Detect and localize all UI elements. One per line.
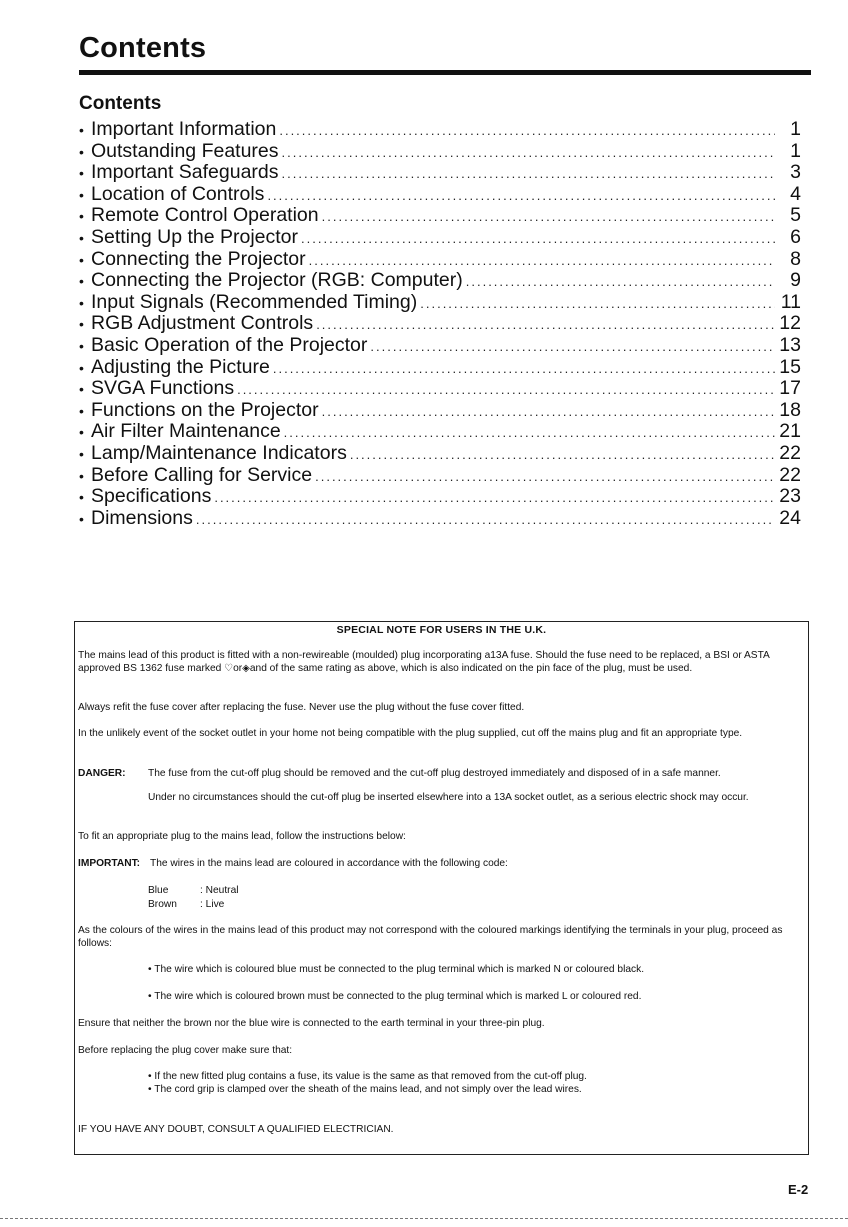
toc-entry-page-number: 5 <box>790 204 801 227</box>
toc-entry-page-number: 22 <box>779 463 801 486</box>
toc-entry-title: Lamp/Maintenance Indicators <box>91 441 347 464</box>
toc-entry-title: RGB Adjustment Controls <box>91 312 314 335</box>
wire-instruction-1 <box>148 964 806 977</box>
toc-entry-page-number: 12 <box>779 312 801 335</box>
toc-entry <box>79 508 801 530</box>
toc-entry-page-number: 1 <box>790 118 801 140</box>
dot-leader <box>322 401 775 423</box>
toc-entry-title: Dimensions <box>91 506 193 529</box>
toc-entry-title: Outstanding Features <box>91 139 279 162</box>
toc-entry-page-number: 4 <box>790 182 801 205</box>
toc-entry <box>79 184 801 206</box>
bullet: • <box>79 510 84 527</box>
bottom-rule <box>0 1218 848 1219</box>
toc-list <box>79 119 801 529</box>
bullet: • <box>79 402 84 419</box>
fuse-text-or: or <box>233 662 243 674</box>
wire-code-brown-value: : Live <box>200 899 225 910</box>
important-label: IMPORTANT: <box>78 858 141 869</box>
bullet: • <box>79 316 84 333</box>
dot-leader <box>273 358 775 380</box>
danger-text-2: Under no circumstances should the cut-off plug be inserted elsewhere into a 13A socket outlet, as a serious electric shock may occur. <box>148 792 749 803</box>
wire-code-brown <box>148 899 224 912</box>
bullet: • <box>79 208 84 225</box>
wire-code-blue-value: : Neutral <box>200 885 239 896</box>
toc-entry-title: Functions on the Projector <box>91 398 319 421</box>
toc-entry-page-number: 9 <box>790 269 801 292</box>
toc-entry-title: Important Information <box>91 118 277 140</box>
toc-entry <box>79 292 801 314</box>
uk-special-note-box <box>74 621 809 1155</box>
toc-entry-page-number: 8 <box>790 247 801 270</box>
page-number: E-2 <box>788 1182 809 1197</box>
toc-entry-page-number: 13 <box>779 333 801 356</box>
toc-entry <box>79 443 801 465</box>
toc-entry <box>79 313 801 335</box>
toc-entry <box>79 335 801 357</box>
toc-entry <box>79 378 801 400</box>
toc-entry <box>79 141 801 163</box>
dot-leader <box>284 422 775 444</box>
bullet: • <box>79 122 84 138</box>
toc-entry <box>79 270 801 292</box>
dot-leader <box>370 336 775 358</box>
bullet: • <box>79 445 84 462</box>
plug-check-2 <box>148 1084 806 1097</box>
danger-text-1: The fuse from the cut-off plug should be removed and the cut-off plug destroyed immediately and disposed of in a safe manner. <box>148 768 721 779</box>
dot-leader <box>282 163 775 185</box>
bsi-kitemark-icon: ◈ <box>242 662 250 674</box>
danger-label: DANGER: <box>78 768 126 779</box>
notice-paragraph-incompatible: In the unlikely event of the socket outlet in your home not being compatible with the plug supplied, cut off the mains plug and fit an appropriate type. <box>78 728 743 739</box>
dot-leader <box>466 271 775 293</box>
bullet: • <box>79 489 84 506</box>
notice-paragraph-fuse-cover: Always refit the fuse cover after replacing the fuse. Never use the plug without the fuse cover fitted. <box>78 702 525 713</box>
toc-entry-title: Adjusting the Picture <box>91 355 270 378</box>
toc-entry-title: Location of Controls <box>91 182 265 205</box>
toc-entry <box>79 162 801 184</box>
page-title: Contents <box>79 32 207 64</box>
wire-code-blue <box>148 885 239 898</box>
notice-title: SPECIAL NOTE FOR USERS IN THE U.K. <box>336 624 547 636</box>
dot-leader <box>350 444 775 466</box>
bullet: • <box>148 1084 152 1095</box>
toc-entry <box>79 465 801 487</box>
toc-entry-title: Specifications <box>91 485 212 508</box>
toc-entry-page-number: 23 <box>779 485 801 508</box>
notice-paragraph-before-replacing: Before replacing the plug cover make sure that: <box>78 1045 293 1056</box>
toc-entry-page-number: 21 <box>779 420 801 443</box>
toc-entry-page-number: 24 <box>779 506 801 529</box>
asta-mark-icon: ♡ <box>224 662 234 674</box>
plug-check-1-text: If the new fitted plug contains a fuse, its value is the same as that removed from the cut-off plug. <box>154 1071 587 1082</box>
toc-entry-title: Air Filter Maintenance <box>91 420 281 443</box>
toc-heading: Contents <box>79 93 162 114</box>
bullet: • <box>79 165 84 182</box>
toc-entry-page-number: 15 <box>779 355 801 378</box>
toc-entry-title: Connecting the Projector (RGB: Computer) <box>91 269 463 292</box>
bullet: • <box>79 294 84 311</box>
notice-paragraph-fit-plug: To fit an appropriate plug to the mains lead, follow the instructions below: <box>78 831 406 842</box>
bullet: • <box>148 964 152 975</box>
bullet: • <box>79 381 84 398</box>
bullet: • <box>79 143 84 160</box>
wire-code-brown-label: Brown <box>148 899 177 910</box>
important-text: The wires in the mains lead are coloured in accordance with the following code: <box>150 858 508 869</box>
toc-entry-page-number: 6 <box>790 225 801 248</box>
plug-check-1 <box>148 1071 806 1084</box>
bullet: • <box>79 424 84 441</box>
toc-entry <box>79 400 801 422</box>
bullet: • <box>79 229 84 246</box>
dot-leader <box>420 293 775 315</box>
bullet: • <box>79 273 84 290</box>
dot-leader <box>316 314 775 336</box>
toc-entry <box>79 421 801 443</box>
dot-leader <box>214 487 775 509</box>
bullet: • <box>79 467 84 484</box>
notice-paragraph-fuse <box>78 650 806 675</box>
toc-entry <box>79 357 801 379</box>
bullet: • <box>148 1071 152 1082</box>
toc-entry-title: Input Signals (Recommended Timing) <box>91 290 418 313</box>
fuse-text-part-1: The mains lead of this product is fitted with a non-rewireable (moulded) plug incorporating a13A fuse. Should the fuse need to be replaced, a BSI or ASTA approved BS 1362 fuse marked <box>78 650 770 674</box>
toc-entry <box>79 119 801 141</box>
dot-leader <box>279 120 775 142</box>
toc-entry <box>79 249 801 271</box>
wire-instruction-2 <box>148 991 806 1004</box>
toc-entry-title: Before Calling for Service <box>91 463 313 486</box>
bullet: • <box>79 251 84 268</box>
toc-entry-page-number: 17 <box>779 377 801 400</box>
toc-entry-title: SVGA Functions <box>91 377 235 400</box>
dot-leader <box>196 509 775 531</box>
toc-entry-title: Basic Operation of the Projector <box>91 333 368 356</box>
dot-leader <box>309 250 775 272</box>
notice-paragraph-earth: Ensure that neither the brown nor the blue wire is connected to the earth terminal in your three-pin plug. <box>78 1018 545 1029</box>
title-rule <box>79 70 811 75</box>
fuse-text-part-2: and of the same rating as above, which is also indicated on the pin face of the plug, must be used. <box>249 662 693 674</box>
toc-entry <box>79 205 801 227</box>
dot-leader <box>267 185 775 207</box>
toc-entry-title: Important Safeguards <box>91 161 279 184</box>
toc-entry-title: Connecting the Projector <box>91 247 306 270</box>
toc-entry-page-number: 22 <box>779 441 801 464</box>
toc-entry <box>79 486 801 508</box>
wire-instruction-1-text: The wire which is coloured blue must be connected to the plug terminal which is marked N or coloured black. <box>154 964 645 975</box>
toc-entry-page-number: 3 <box>790 161 801 184</box>
bullet: • <box>79 337 84 354</box>
dot-leader <box>301 228 775 250</box>
toc-entry <box>79 227 801 249</box>
dot-leader <box>237 379 775 401</box>
toc-entry-page-number: 1 <box>790 139 801 162</box>
bullet: • <box>79 186 84 203</box>
dot-leader <box>315 466 775 488</box>
wire-code-blue-label: Blue <box>148 885 169 896</box>
toc-entry-title: Remote Control Operation <box>91 204 319 227</box>
bullet: • <box>79 359 84 376</box>
dot-leader <box>282 142 775 164</box>
wire-instruction-2-text: The wire which is coloured brown must be connected to the plug terminal which is marked L or coloured red. <box>154 991 642 1002</box>
toc-entry-title: Setting Up the Projector <box>91 225 299 248</box>
plug-check-2-text: The cord grip is clamped over the sheath of the mains lead, and not simply over the lead wires. <box>154 1084 582 1095</box>
dot-leader <box>322 206 775 228</box>
notice-paragraph-doubt: IF YOU HAVE ANY DOUBT, CONSULT A QUALIFIED ELECTRICIAN. <box>78 1124 394 1135</box>
notice-paragraph-wire-colours: As the colours of the wires in the mains lead of this product may not correspond with the coloured markings identifying the terminals in your plug, proceed as follows: <box>78 925 783 949</box>
toc-entry-page-number: 18 <box>779 398 801 421</box>
bullet: • <box>148 991 152 1002</box>
toc-entry-page-number: 11 <box>780 290 801 313</box>
